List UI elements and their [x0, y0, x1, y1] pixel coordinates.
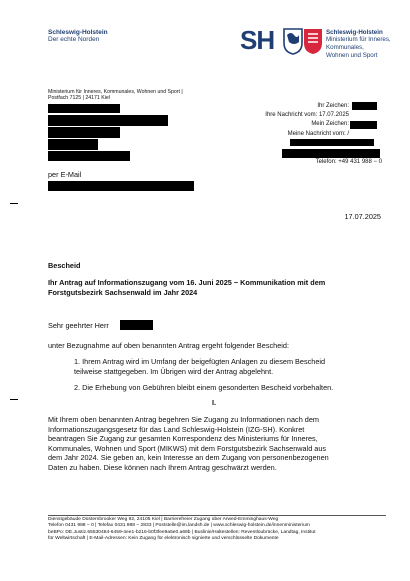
paragraph-line: Daten zu haben. Diese können nach Ihrem Antrag geschwärzt werden. — [48, 462, 277, 472]
ihr-zeichen-label: Ihr Zeichen: — [317, 103, 349, 109]
footer-line: beBPo: DE.Justiz.65530484-6459-4ee1-b216-b0f3fee9a5e0.a69b | Buslinie/Haltestellen: Reventloubrücke, Landtag, Institut — [48, 529, 316, 535]
meine-nachricht: Meine Nachricht vom: / — [287, 130, 349, 137]
redaction — [350, 121, 377, 129]
ministry-logo-text — [326, 29, 391, 60]
redaction — [282, 149, 380, 158]
ministry-logo-line: Ministerium für Inneres, — [326, 36, 391, 43]
salutation: Sehr geehrter Herr — [48, 321, 109, 330]
sender-line: Postfach 7125 | 24171 Kiel — [48, 95, 110, 102]
list-item-line: teilweise stattgegeben. Im Übrigen wird der Antrag abgelehnt. — [74, 366, 274, 376]
list-item-line: 2. Die Erhebung von Gebühren bleibt einem gesonderten Bescheid vorbehalten. — [74, 383, 334, 392]
letter-date: 17.07.2025 — [344, 212, 381, 221]
redaction — [48, 127, 120, 138]
redaction — [48, 139, 98, 150]
subject-label: Bescheid — [48, 261, 81, 270]
redaction — [352, 102, 377, 110]
redaction — [48, 181, 194, 191]
section-number: I. — [212, 398, 217, 407]
footer-line: Telefon 0431 988 − 0 | Telefax 0431 988 − 2833 | Poststelle@im.landsh.de | www.schleswig-holstein.de/innenministerium — [48, 523, 310, 529]
state-logo — [48, 29, 108, 43]
state-logo-title: Schleswig-Holstein — [48, 29, 108, 36]
sender-line: Ministerium für Inneres, Kommunales, Wohnen und Sport | — [48, 89, 183, 95]
footer-rule — [48, 515, 386, 516]
fold-mark — [10, 399, 18, 400]
redaction — [48, 104, 120, 113]
telefon: Telefon: +49 431 988 − 0 — [315, 159, 382, 165]
redaction — [120, 320, 153, 330]
ministry-logo-line: Kommunales, — [326, 44, 364, 51]
coat-of-arms-icon — [282, 27, 324, 55]
footer-line: für Weltwirtschaft | E-Mail-Adressen: Kein Zugang für elektronisch signierte und verschlüsselte Dokumente — [48, 535, 279, 541]
mein-zeichen-label: Mein Zeichen: — [311, 121, 349, 128]
state-logo-slogan: Der echte Norden — [48, 36, 100, 43]
delivery-method: per E-Mail — [48, 170, 82, 179]
fold-mark — [10, 203, 18, 204]
ministry-logo-title: Schleswig-Holstein — [326, 29, 383, 36]
footer — [48, 517, 315, 542]
list-item — [74, 357, 325, 376]
ihre-nachricht: Ihre Nachricht vom: 17.07.2025 — [265, 112, 349, 119]
sh-logo-text: SH — [240, 25, 275, 55]
redaction — [290, 139, 374, 146]
sender-address — [48, 89, 183, 102]
intro: unter Bezugnahme auf oben benannten Antrag ergeht folgender Bescheid: — [48, 341, 289, 350]
redaction — [48, 115, 168, 126]
redaction — [48, 151, 130, 161]
paragraph-line: dem Jahr 2024. Sie geben an, kein Interesse an dem Zugang von personenbezogenen — [48, 453, 329, 463]
list-item — [74, 383, 333, 393]
paragraph-line: beantragen Sie Zugang zur gesamten Korrespondenz des Ministeriums für Inneres, — [48, 434, 318, 444]
subject-line: Forstgutsbezirk Sachsenwald im Jahr 2024 — [48, 287, 198, 297]
paragraph-line: Mit Ihrem oben benannten Antrag begehren Sie Zugang zu Informationen nach dem — [48, 415, 319, 424]
subject — [48, 278, 325, 297]
ministry-logo-line: Wohnen und Sport — [326, 52, 378, 59]
paragraph-line: Informationszugangsgesetz für das Land Schleswig-Holstein (IZG-SH). Konkret — [48, 424, 305, 434]
list-item-line: 1. Ihrem Antrag wird im Umfang der beigefügten Anlagen zu diesem Bescheid — [74, 357, 326, 366]
footer-line: Dienstgebäude Düsternbrooker Weg 92, 24105 Kiel | Barrierefreier Zugang über Arwed-Emminghaus-Weg — [48, 517, 279, 522]
paragraph-line: Kommunales, Wohnen und Sport (MIKWS) mit dem Forstgutsbezirk Sachsenwald aus — [48, 443, 327, 453]
subject-line: Ihr Antrag auf Informationszugang vom 16. Juni 2025 − Kommunikation mit dem — [48, 278, 326, 287]
reference-block — [265, 102, 349, 139]
body-paragraph — [48, 415, 329, 473]
